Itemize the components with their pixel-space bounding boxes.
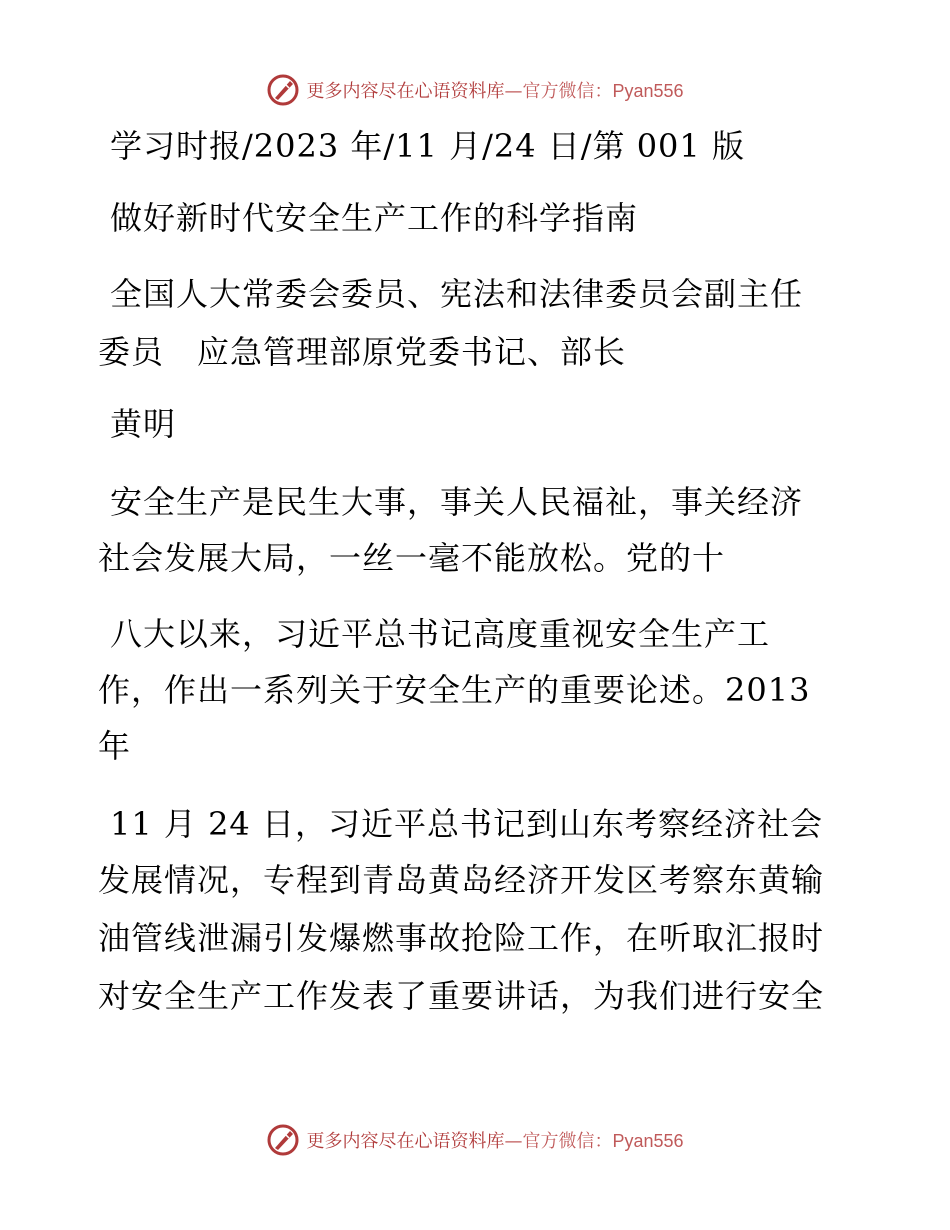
watermark-main-text: 更多内容尽在心语资料库 — [306, 81, 505, 102]
author-name: 黄明 — [110, 405, 177, 443]
paragraph-3-line-4: 对安全生产工作发表了重要讲话，为我们进行安全 — [98, 977, 825, 1015]
paragraph-3-line-2: 发展情况，专程到青岛黄岛经济开发区考察东黄输 — [98, 861, 825, 899]
paragraph-2-line-3: 年 — [98, 727, 132, 765]
paragraph-1-line-2: 社会发展大局，一丝一毫不能放松。党的十 — [98, 539, 726, 577]
watermark-wechat-id: Pyan556 — [612, 1131, 684, 1151]
masthead: 学习时报/2023 年/11 月/24 日/第 001 版 — [110, 127, 745, 165]
paragraph-3-line-3: 油管线泄漏引发爆燃事故抢险工作，在听取汇报时 — [98, 919, 825, 957]
author-title-line-1: 全国人大常委会委员、宪法和法律委员会副主任 — [110, 275, 804, 313]
quill-pen-logo-icon — [266, 73, 300, 107]
paragraph-1-line-1: 安全生产是民生大事，事关人民福祉，事关经济 — [110, 483, 804, 521]
watermark-wechat-id: Pyan556 — [612, 81, 684, 101]
watermark-main-text: 更多内容尽在心语资料库 — [306, 1131, 505, 1152]
author-title-line-2: 委员 应急管理部原党委书记、部长 — [98, 333, 627, 371]
paragraph-2-line-2: 作，作出一系列关于安全生产的重要论述。2013 — [98, 671, 811, 709]
watermark-wechat-label: —官方微信： — [504, 81, 613, 102]
quill-pen-logo-icon — [266, 1123, 300, 1157]
article-title: 做好新时代安全生产工作的科学指南 — [110, 199, 639, 237]
paragraph-3-line-1: 11 月 24 日，习近平总书记到山东考察经济社会 — [110, 805, 823, 843]
watermark-sub-text — [504, 1127, 683, 1153]
watermark-footer — [0, 1120, 950, 1160]
watermark-sub-text — [504, 77, 683, 103]
paragraph-2-line-1: 八大以来，习近平总书记高度重视安全生产工 — [110, 615, 771, 653]
watermark-header — [0, 70, 950, 110]
watermark-wechat-label: —官方微信： — [504, 1131, 613, 1152]
